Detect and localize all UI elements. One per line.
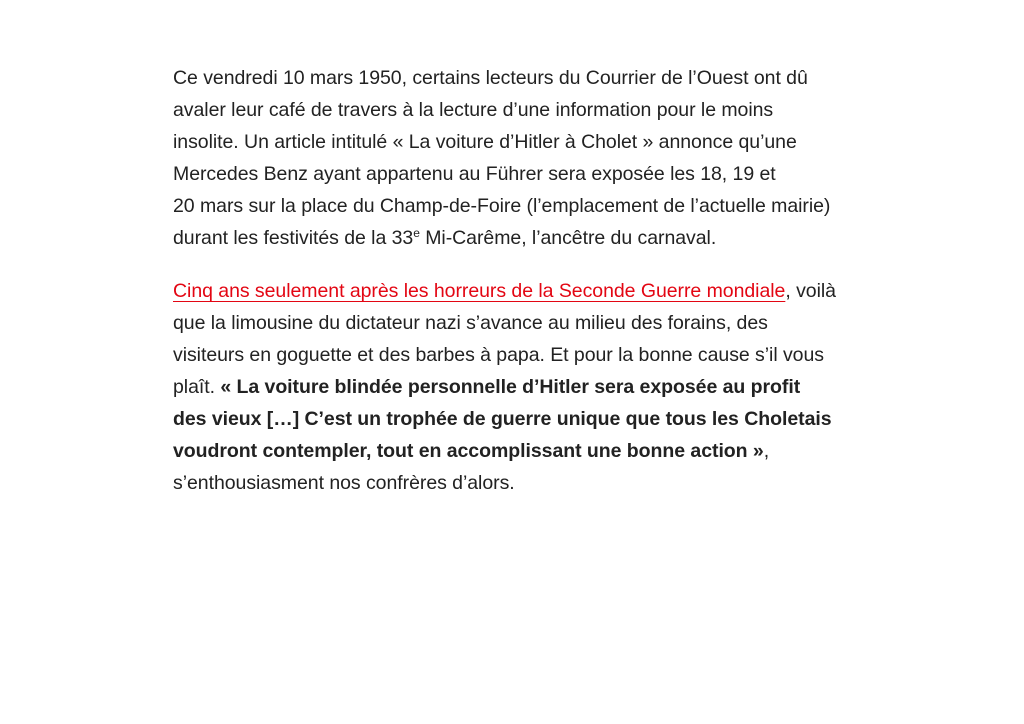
paragraph-1	[173, 62, 933, 254]
line-6-text: durant les festivités de la 33	[173, 227, 414, 249]
paragraph-1-line-5: 20 mars sur la place du Champ-de-Foire (l’emplacement de l’actuelle mairie)	[173, 195, 831, 217]
paragraph-2	[173, 275, 933, 499]
paragraph-2-line-3: visiteurs en goguette et des barbes à papa. Et pour la bonne cause s’il vous	[173, 344, 824, 366]
line-6-comma: ,	[763, 440, 770, 462]
paragraph-2-line-7: s’enthousiasment nos confrères d’alors.	[173, 472, 515, 494]
seconde-guerre-link[interactable]: Cinq ans seulement après les horreurs de la Seconde Guerre mondiale	[173, 280, 786, 302]
line-1-text-end: , voilà	[785, 280, 836, 302]
paragraph-2-line-4	[173, 371, 933, 403]
paragraph-1-line-6	[173, 222, 933, 254]
quote-part-2: des vieux […] C’est un trophée de guerre unique que tous les Choletais	[173, 408, 832, 430]
paragraph-2-line-2: que la limousine du dictateur nazi s’avance au milieu des forains, des	[173, 312, 768, 334]
paragraph-1-line-1: Ce vendredi 10 mars 1950, certains lecteurs du Courrier de l’Ouest ont dû	[173, 67, 808, 89]
line-6-text-end: Mi-Carême, l’ancêtre du carnaval.	[419, 227, 717, 249]
paragraph-2-line-1	[173, 275, 933, 307]
line-4-text: plaît.	[173, 376, 221, 398]
quote-part-1: « La voiture blindée personnelle d’Hitler sera exposée au profit	[220, 376, 801, 398]
paragraph-1-line-3: insolite. Un article intitulé « La voiture d’Hitler à Cholet » annonce qu’une	[173, 131, 797, 153]
paragraph-1-line-2: avaler leur café de travers à la lecture d’une information pour le moins	[173, 99, 774, 121]
paragraph-2-line-5	[173, 403, 933, 435]
quote-part-3: voudront contempler, tout en accomplissant une bonne action »	[173, 440, 764, 462]
paragraph-2-line-6	[173, 435, 933, 467]
ordinal-superscript: e	[413, 226, 420, 240]
article-body	[173, 62, 933, 499]
paragraph-1-line-4: Mercedes Benz ayant appartenu au Führer sera exposée les 18, 19 et	[173, 163, 776, 185]
